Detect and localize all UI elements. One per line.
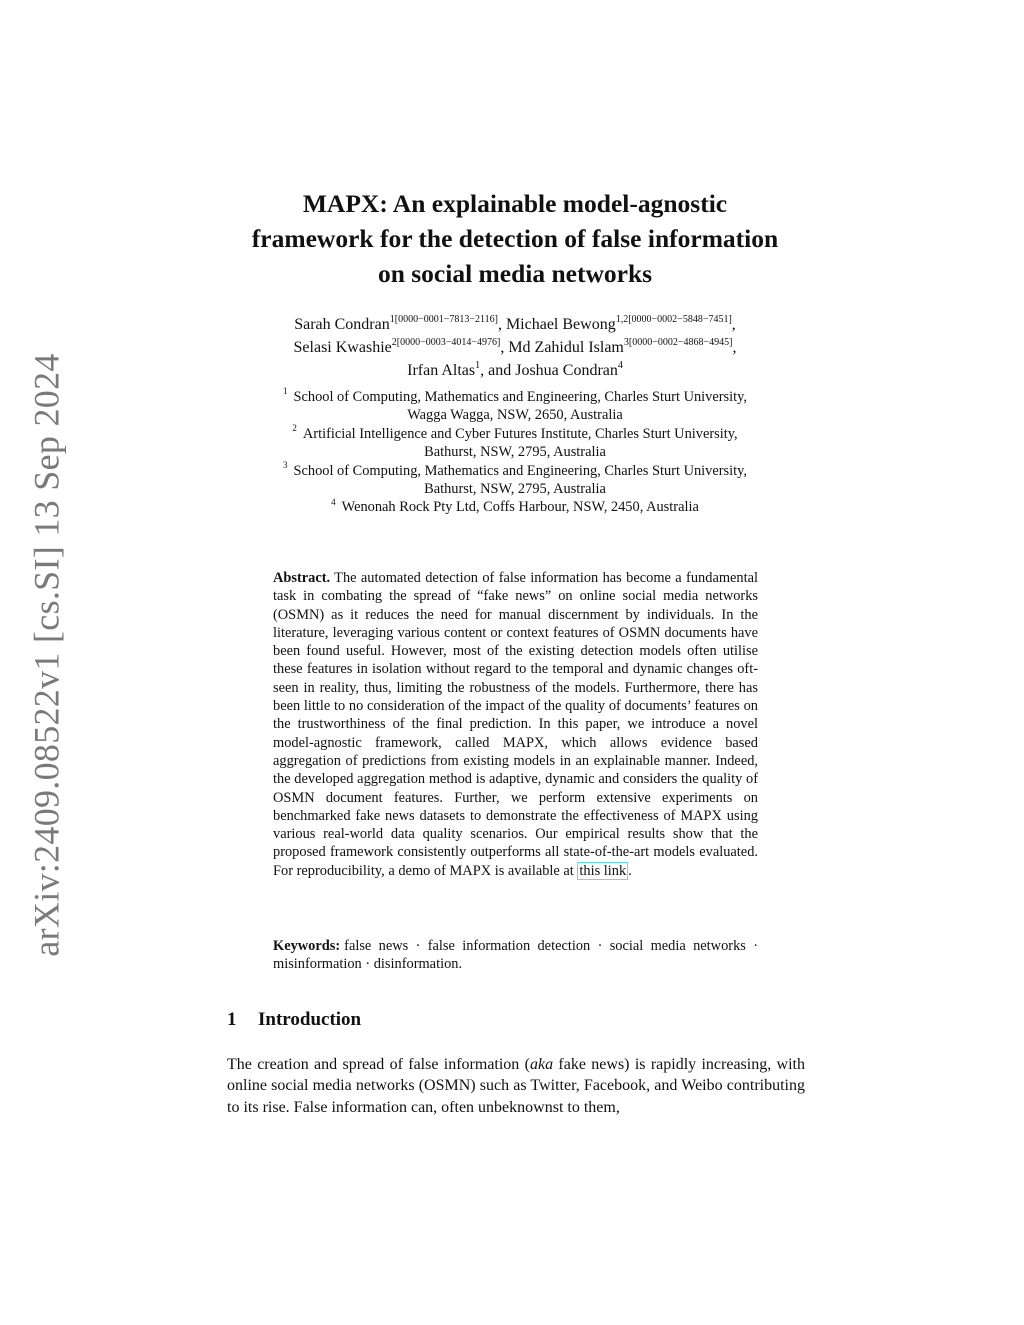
abstract-end: . <box>628 862 632 879</box>
affiliation-line: Wagga Wagga, NSW, 2650, Australia <box>407 407 623 424</box>
author-list <box>200 313 830 382</box>
affiliation-number: 3 <box>282 459 288 470</box>
section-title: Introduction <box>258 1009 362 1030</box>
affiliation-number: 1 <box>282 386 288 397</box>
author-orcid: 1,2[0000−0002−5848−7451] <box>615 313 732 325</box>
affiliation-text: Artificial Intelligence and Cyber Futures Institute, Charles Sturt University, <box>302 425 738 442</box>
affiliation-line <box>200 388 830 406</box>
affiliation-text: School of Computing, Mathematics and Engineering, Charles Sturt University, <box>293 389 747 405</box>
section-number: 1 <box>227 1009 237 1030</box>
author-name: Joshua Condran <box>515 362 618 379</box>
author-name: Irfan Altas <box>407 362 476 379</box>
title-line: MAPX: An explainable model-agnostic <box>302 189 728 218</box>
intro-italic: aka <box>529 1056 554 1073</box>
author-name: Md Zahidul Islam <box>508 339 624 356</box>
affiliation-line: Bathurst, NSW, 2795, Australia <box>424 481 606 498</box>
affiliation-text: School of Computing, Mathematics and Engineering, Charles Sturt University, <box>293 462 747 479</box>
author-affil-mark: 1 <box>475 359 481 371</box>
demo-link[interactable]: this link <box>579 862 627 879</box>
author-affil-mark: 4 <box>617 359 623 371</box>
intro-text: The creation and spread of false information ( <box>227 1056 530 1073</box>
affiliation-line: Bathurst, NSW, 2795, Australia <box>424 444 606 461</box>
keywords <box>273 937 758 974</box>
arxiv-sidebar <box>22 353 72 957</box>
author-name: Michael Bewong <box>505 316 616 333</box>
affiliation-list <box>200 388 830 517</box>
author-line: Irfan Altas$^1$, and Joshua Condran$^4$ <box>407 359 623 379</box>
keywords-text: false news · false information detection · social media networks · misinformation · disinformation. <box>273 938 758 973</box>
affiliation-number: 4 <box>331 496 336 507</box>
intro-text: fake news) is rapidly increasing, with online social media networks (OSMN) such as Twitter, Facebook, and Weibo contributing to its rise. False information can, often unbeknownst to them, <box>227 1056 806 1116</box>
paper-title <box>200 186 830 291</box>
arxiv-identifier[interactable]: arXiv:2409.08522v1 [cs.SI] 13 Sep 2024 <box>27 353 67 957</box>
affiliation-line <box>200 425 830 443</box>
author-orcid: 1[0000−0001−7813−2116] <box>389 313 498 325</box>
abstract-label: Abstract. <box>273 570 331 586</box>
abstract <box>273 569 758 880</box>
affiliation-line <box>200 498 830 516</box>
affiliation-number: 2 <box>292 423 297 434</box>
author-orcid: 3[0000−0002−4868−4945] <box>623 336 733 348</box>
author-line: Sarah Condran$^{1[0000-0001-7813-2116]}$, Michael Bewong$^{1,2[0000-0002-5848-7451]}$, <box>294 313 736 333</box>
keywords-label: Keywords: <box>273 938 341 954</box>
author-line: Selasi Kwashie$^{2[0000-0003-4014-4976]}$, Md Zahidul Islam$^{3[0000-0002-4868-4945]}$, <box>293 336 737 356</box>
title-line: framework for the detection of false information <box>251 224 779 253</box>
section-heading <box>227 1009 361 1031</box>
title-line: on social media networks <box>377 259 653 288</box>
affiliation-line <box>200 459 830 480</box>
affiliation-text: Wenonah Rock Pty Ltd, Coffs Harbour, NSW, 2450, Australia <box>341 499 699 516</box>
abstract-text: The automated detection of false information has become a fundamental task in combating the spread of “fake news” on online social media networks (OSMN) as it reduces the need for manual discernment by individuals. In the literature, leveraging various content or context features of OSMN documents have been found useful. However, most of the existing detection models often utilise these features in isolation without regard to the temporal and dynamic changes oft-seen in reality, thus, limiting the robustness of the models. Furthermore, there has been little to no consideration of the impact of the quality of documents’ features on the trustworthiness of the final prediction. In this paper, we introduce a novel model-agnostic framework, called MAPX, which allows evidence based aggregation of predictions from existing models in an explainable manner. Indeed, the developed aggregation method is adaptive, dynamic and considers the quality of OSMN document features. Further, we perform extensive experiments on benchmarked fake news datasets to demonstrate the effectiveness of MAPX using various real-world data quality scenarios. Our empirical results show that the proposed framework consistently outperforms all state-of-the-art models evaluated. For reproducibility, a demo of MAPX is available at <box>273 570 758 879</box>
intro-paragraph <box>227 1054 805 1118</box>
author-name: Selasi Kwashie <box>293 339 392 356</box>
author-orcid: 2[0000−0003−4014−4976] <box>391 336 501 348</box>
author-name: Sarah Condran <box>294 316 390 333</box>
